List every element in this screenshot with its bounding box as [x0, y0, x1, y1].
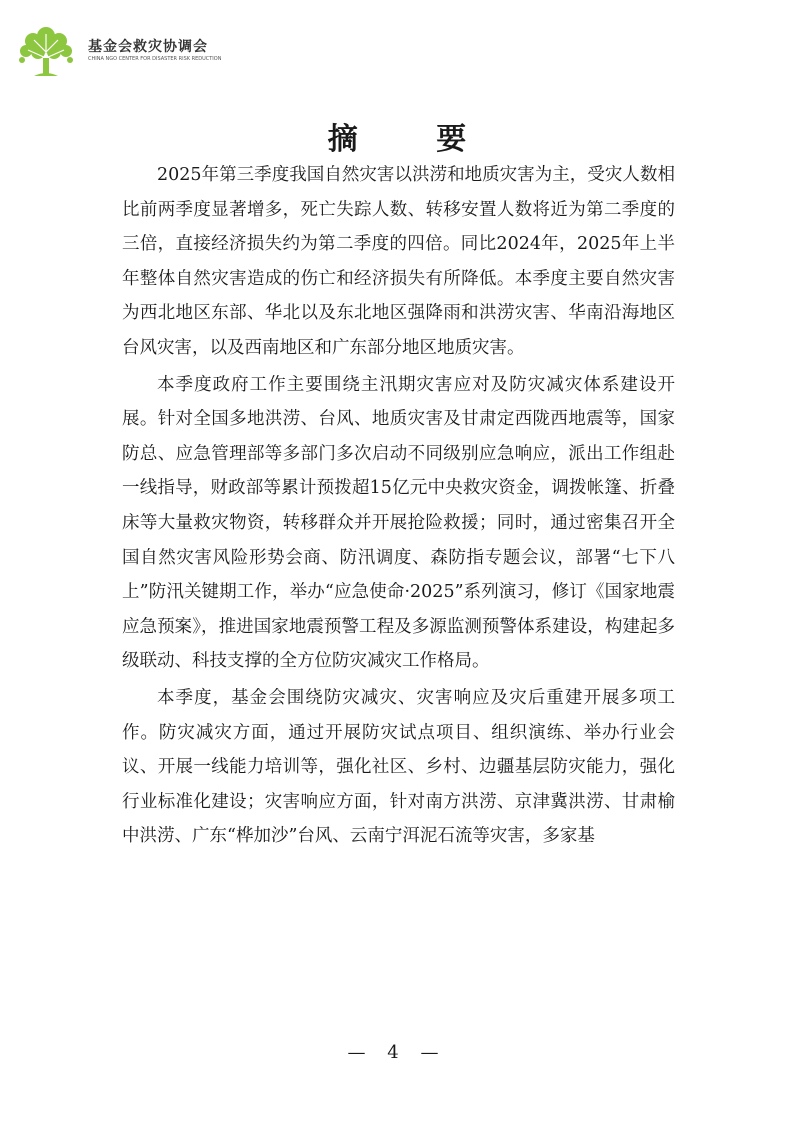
document-body	[122, 158, 675, 856]
page-number: — 4 —	[347, 1042, 447, 1063]
tree-logo-icon	[16, 22, 76, 80]
paragraph-government-work: 本季度政府工作主要围绕主汛期灾害应对及防灾减灾体系建设开展。针对全国多地洪涝、台风、地质灾害及甘肃定西陇西地震等，国家防总、应急管理部等多部门多次启动不同级别应急响应，派出工作组赴一线指导，财政部等累计预拨超15亿元中央救灾资金，调拨帐篷、折叠床等大量救灾物资，转移群众并开展抢险救援；同时，通过密集召开全国自然灾害风险形势会商、防汛调度、森防指专题会议，部署“七下八上”防汛关键期工作，举办“应急使命·2025”系列演习，修订《国家地震应急预案》，推进国家地震预警工程及多源监测预警体系建设，构建起多级联动、科技支撑的全方位防灾减灾工作格局。	[122, 374, 675, 672]
document-title: 摘 要	[327, 122, 501, 158]
organization-logo	[16, 22, 236, 80]
organization-name-cn: 基金会救灾协调会	[88, 39, 208, 55]
organization-name-en: CHINA NGO CENTER FOR DISASTER RISK REDUCTION	[88, 56, 222, 62]
paragraph-disaster-overview: 2025年第三季度我国自然灾害以洪涝和地质灾害为主，受灾人数相比前两季度显著增多，死亡失踪人数、转移安置人数将近为第二季度的三倍，直接经济损失约为第二季度的四倍。同比2024年，2025年上半年整体自然灾害造成的伤亡和经济损失有所降低。本季度主要自然灾害为西北地区东部、华北以及东北地区强降雨和洪涝灾害、华南沿海地区台风灾害，以及西南地区和广东部分地区地质灾害。	[122, 165, 675, 358]
paragraph-foundation-work: 本季度，基金会围绕防灾减灾、灾害响应及灾后重建开展多项工作。防灾减灾方面，通过开展防灾试点项目、组织演练、举办行业会议、开展一线能力培训等，强化社区、乡村、边疆基层防灾能力，强化行业标准化建设；灾害响应方面，针对南方洪涝、京津冀洪涝、甘肃榆中洪涝、广东“桦加沙”台风、云南宁洱泥石流等灾害，多家基	[122, 687, 675, 847]
